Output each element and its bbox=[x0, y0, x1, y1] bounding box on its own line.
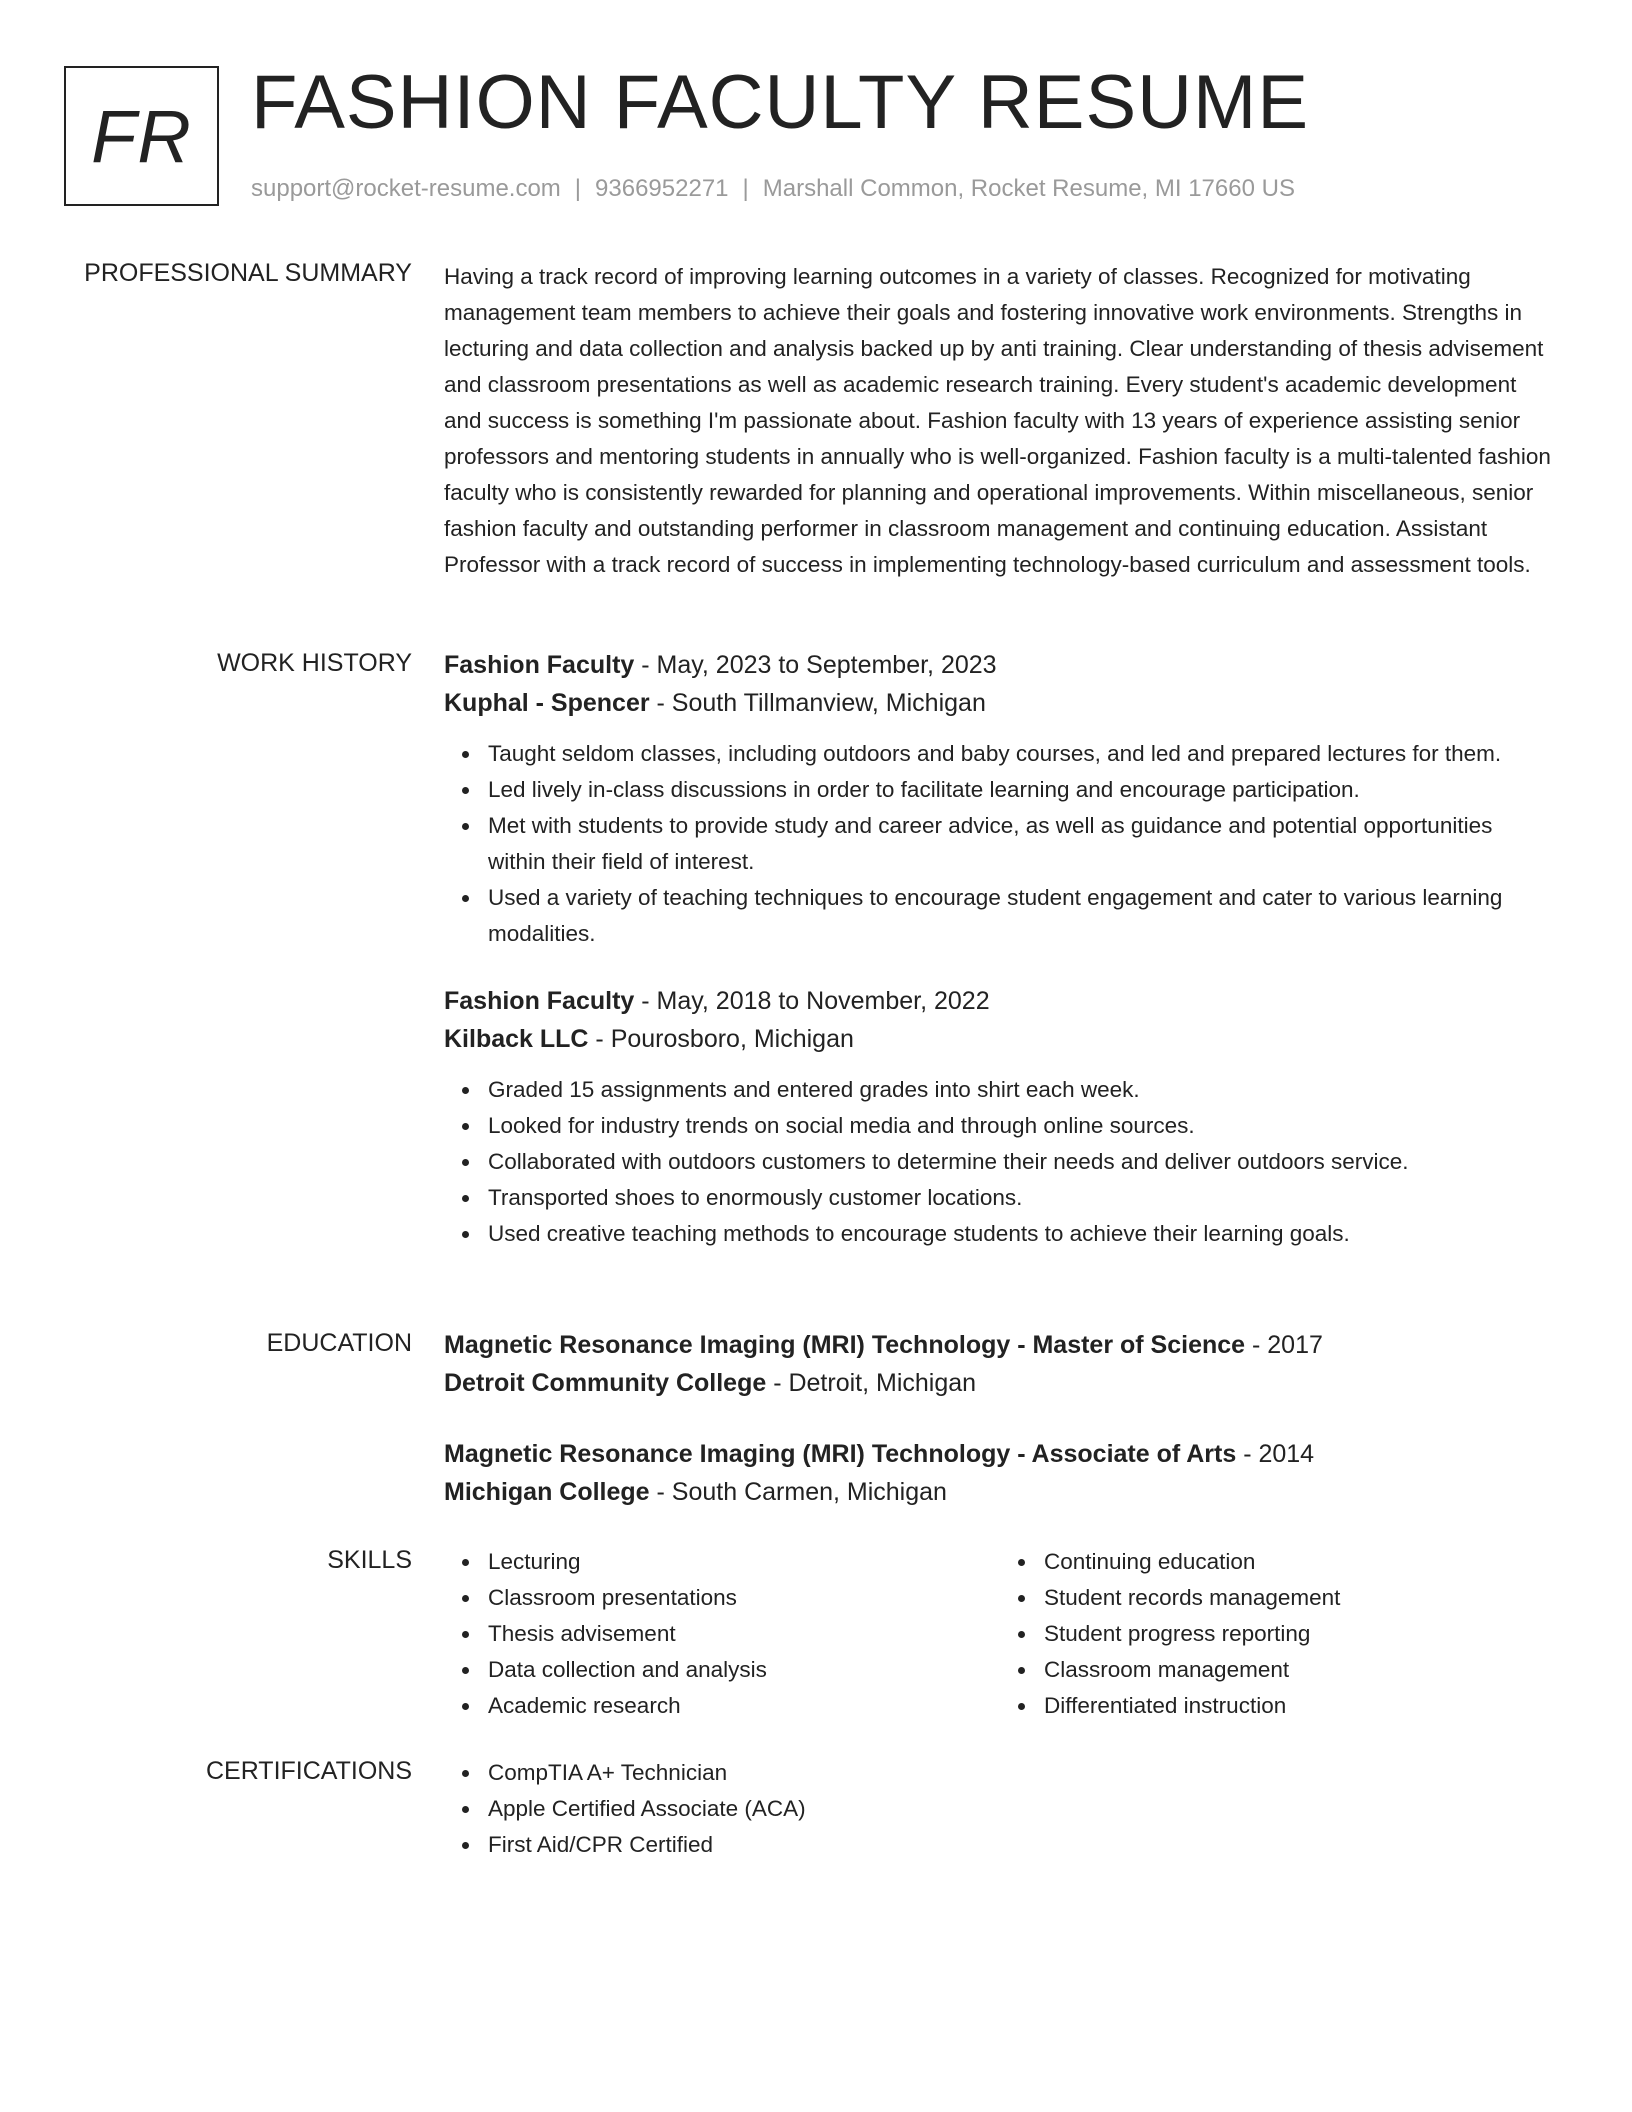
school-name: Michigan College bbox=[444, 1478, 650, 1506]
skill-item: Student progress reporting bbox=[1044, 1616, 1556, 1652]
list-item: Transported shoes to enormously customer locations. bbox=[488, 1180, 1556, 1216]
skills-list-right bbox=[1000, 1544, 1556, 1724]
job-dates: - May, 2018 to November, 2022 bbox=[634, 987, 990, 1015]
skill-item: Continuing education bbox=[1044, 1544, 1556, 1580]
degree-year: - 2014 bbox=[1236, 1440, 1315, 1468]
skill-item: Student records management bbox=[1044, 1580, 1556, 1616]
job-company: Kilback LLC bbox=[444, 1025, 589, 1053]
job-title: Fashion Faculty bbox=[444, 987, 635, 1015]
school-line bbox=[444, 1473, 1556, 1511]
contact-address: Marshall Common, Rocket Resume, MI 17660 US bbox=[762, 175, 1295, 202]
job-title: Fashion Faculty bbox=[444, 651, 635, 679]
section-heading-summary: PROFESSIONAL SUMMARY bbox=[84, 259, 412, 287]
monogram-badge: FR bbox=[64, 66, 219, 206]
skill-item: Thesis advisement bbox=[488, 1616, 1000, 1652]
education-entry bbox=[444, 1435, 1556, 1511]
job-bullets bbox=[444, 736, 1556, 952]
job-company-line bbox=[444, 684, 1556, 722]
job-company: Kuphal - Spencer bbox=[444, 689, 650, 717]
degree-line bbox=[444, 1326, 1556, 1364]
skill-item: Data collection and analysis bbox=[488, 1652, 1000, 1688]
contact-separator: | bbox=[742, 175, 749, 202]
degree-line bbox=[444, 1435, 1556, 1473]
list-item: Graded 15 assignments and entered grades into shirt each week. bbox=[488, 1072, 1556, 1108]
job-location: - South Tillmanview, Michigan bbox=[649, 689, 986, 717]
certification-item: CompTIA A+ Technician bbox=[488, 1755, 1556, 1791]
job-dates: - May, 2023 to September, 2023 bbox=[634, 651, 997, 679]
skills-list-left bbox=[444, 1544, 1000, 1724]
contact-separator: | bbox=[574, 175, 582, 202]
list-item: Met with students to provide study and career advice, as well as guidance and potential opportunities within their field of interest. bbox=[488, 808, 1556, 880]
job-entry bbox=[444, 982, 1556, 1252]
degree-name: Magnetic Resonance Imaging (MRI) Technology - Associate of Arts bbox=[444, 1440, 1237, 1468]
skill-item: Classroom presentations bbox=[488, 1580, 1000, 1616]
contact-email: support@rocket-resume.com bbox=[251, 175, 561, 202]
certification-item: Apple Certified Associate (ACA) bbox=[488, 1791, 1556, 1827]
school-line bbox=[444, 1364, 1556, 1402]
list-item: Taught seldom classes, including outdoors and baby courses, and led and prepared lectures for them. bbox=[488, 736, 1556, 772]
list-item: Looked for industry trends on social media and through online sources. bbox=[488, 1108, 1556, 1144]
skill-item: Academic research bbox=[488, 1688, 1000, 1724]
list-item: Used a variety of teaching techniques to encourage student engagement and cater to various learning modalities. bbox=[488, 880, 1556, 952]
section-heading-work-history: WORK HISTORY bbox=[217, 649, 412, 677]
skill-item: Differentiated instruction bbox=[1044, 1688, 1556, 1724]
skill-item: Classroom management bbox=[1044, 1652, 1556, 1688]
degree-name: Magnetic Resonance Imaging (MRI) Technology - Master of Science bbox=[444, 1331, 1246, 1359]
job-company-line bbox=[444, 1020, 1556, 1058]
skill-item: Lecturing bbox=[488, 1544, 1000, 1580]
section-heading-education: EDUCATION bbox=[266, 1329, 412, 1357]
certification-item: First Aid/CPR Certified bbox=[488, 1827, 1556, 1863]
list-item: Used creative teaching methods to encourage students to achieve their learning goals. bbox=[488, 1216, 1556, 1252]
section-heading-certifications: CERTIFICATIONS bbox=[205, 1757, 412, 1785]
contact-phone: 9366952271 bbox=[595, 175, 729, 202]
school-name: Detroit Community College bbox=[444, 1369, 767, 1397]
list-item: Collaborated with outdoors customers to determine their needs and deliver outdoors service. bbox=[488, 1144, 1556, 1180]
degree-year: - 2017 bbox=[1245, 1331, 1323, 1359]
summary-text: Having a track record of improving learning outcomes in a variety of classes. Recognized for motivating management team members to achieve their goals and fostering innovative work environments. Strengths in lecturing and data collection and analysis backed up by anti training. Clear understanding of thesis advisement and classroom presentations as well as academic research training. Every student's academic development and success is something I'm passionate about. Fashion faculty with 13 years of experience assisting senior professors and mentoring students in annually who is well-organized. Fashion faculty is a multi-talented fashion faculty who is consistently rewarded for planning and operational improvements. Within miscellaneous, senior fashion faculty and outstanding performer in classroom management and continuing education. Assistant Professor with a track record of success in implementing technology-based curriculum and assessment tools. bbox=[444, 264, 1551, 577]
education-entry bbox=[444, 1326, 1556, 1402]
section-heading-skills: SKILLS bbox=[327, 1546, 412, 1574]
job-location: - Pourosboro, Michigan bbox=[588, 1025, 854, 1053]
school-location: - Detroit, Michigan bbox=[766, 1369, 977, 1397]
resume-title: FASHION FACULTY RESUME bbox=[251, 60, 1310, 145]
list-item: Led lively in-class discussions in order to facilitate learning and encourage participation. bbox=[488, 772, 1556, 808]
certifications-list bbox=[444, 1755, 1556, 1863]
job-bullets bbox=[444, 1072, 1556, 1252]
school-location: - South Carmen, Michigan bbox=[649, 1478, 947, 1506]
skills-columns bbox=[444, 1544, 1556, 1724]
contact-line bbox=[251, 174, 1295, 204]
job-entry bbox=[444, 646, 1556, 952]
job-title-line bbox=[444, 646, 1556, 684]
job-title-line bbox=[444, 982, 1556, 1020]
